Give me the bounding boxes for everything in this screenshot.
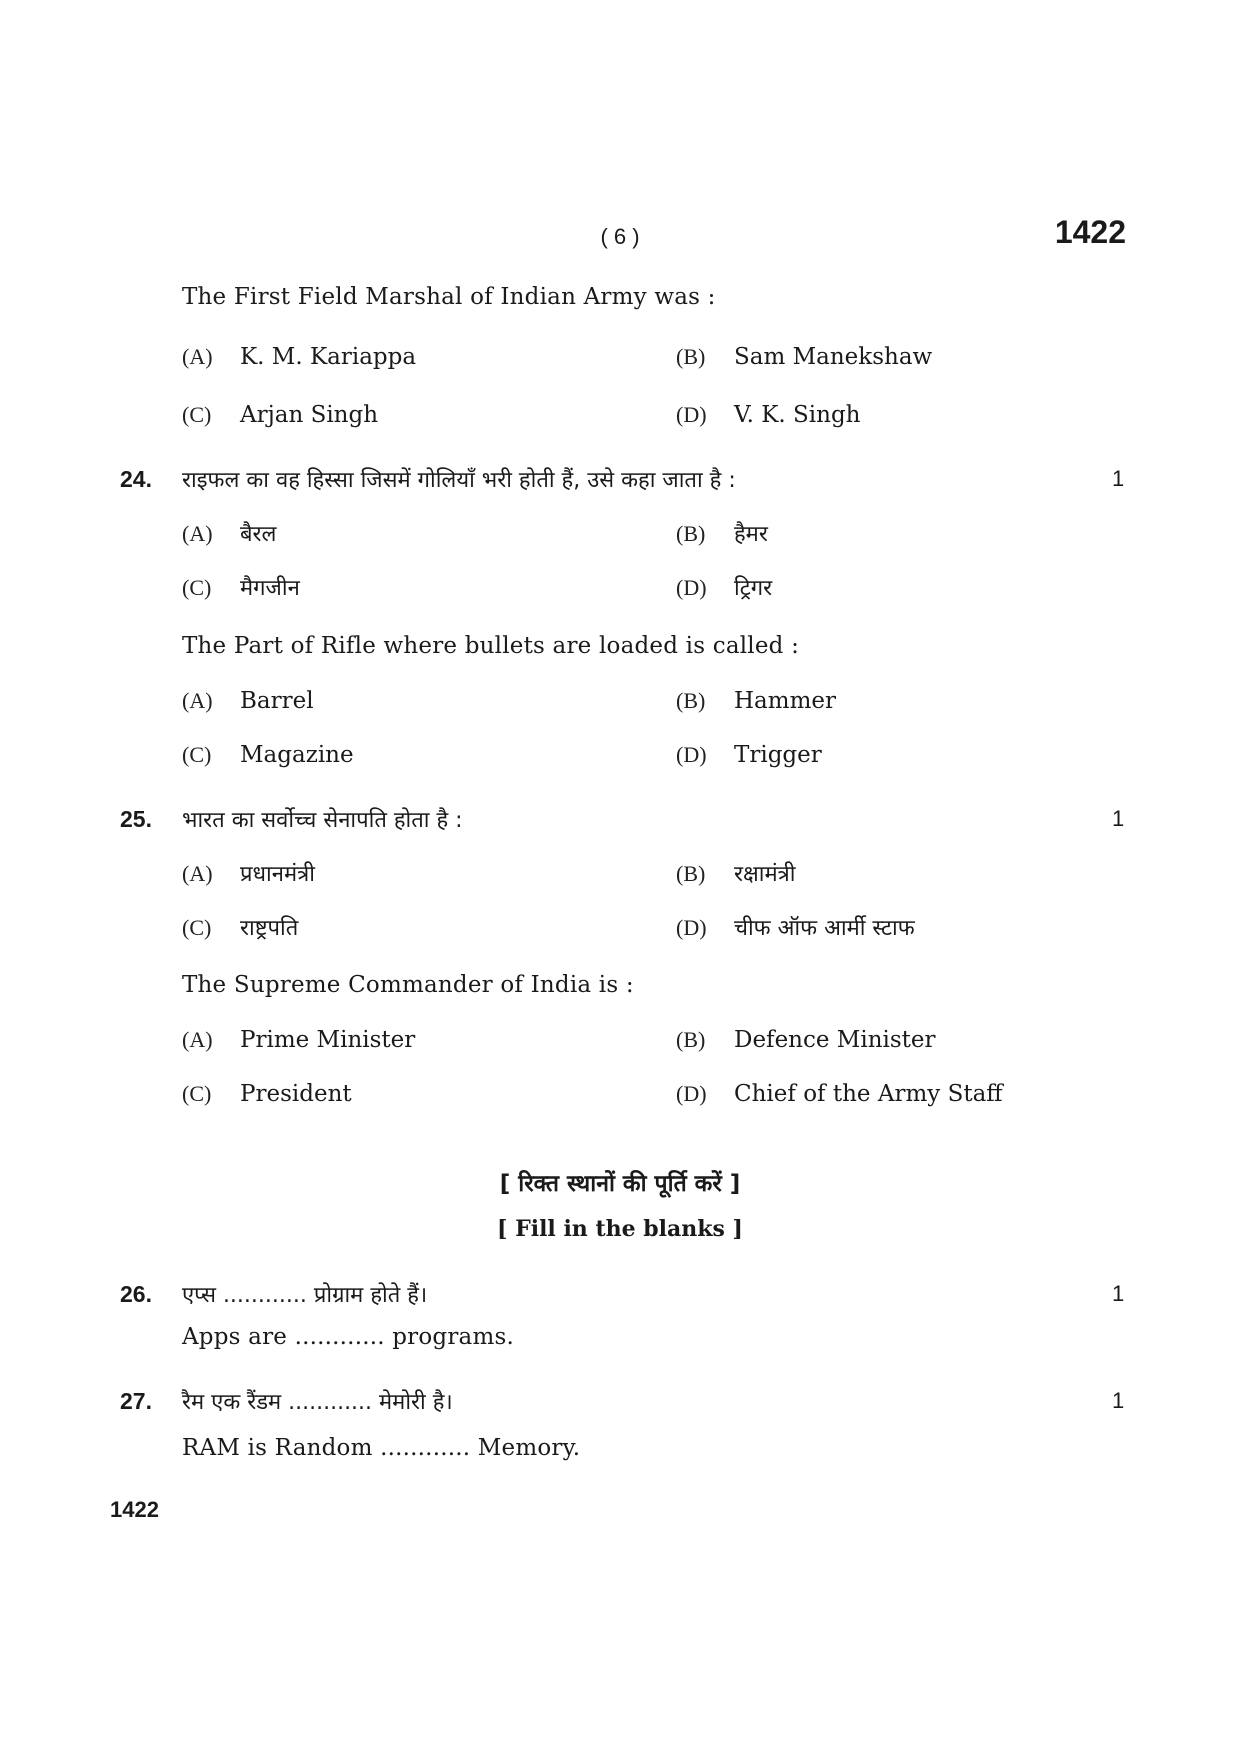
q25-option-c-en (182, 1081, 352, 1107)
section-heading-hi: [ रिक्त स्थानों की पूर्ति करें ] (499, 1171, 741, 1197)
q25-option-a-en (182, 1027, 415, 1053)
q24-option-a-hi (182, 518, 276, 548)
option-letter: (B) (676, 688, 706, 713)
option-letter: (D) (676, 915, 707, 940)
q27-question-hi: रैम एक रैंडम ............ मेमोरी है। (182, 1390, 453, 1415)
q24-option-a-en (182, 688, 314, 714)
option-text: Trigger (734, 742, 822, 768)
option-letter: (B) (676, 861, 706, 886)
option-text: Sam Manekshaw (734, 344, 933, 370)
option-text: चीफ ऑफ आर्मी स्टाफ (734, 916, 915, 941)
q24-marks: 1 (1112, 466, 1125, 491)
option-text: President (240, 1081, 352, 1107)
q26-marks: 1 (1112, 1281, 1125, 1306)
option-text: Hammer (734, 688, 836, 714)
option-text: Chief of the Army Staff (734, 1081, 1003, 1107)
option-text: Barrel (240, 688, 314, 714)
q27-question-en: RAM is Random ............ Memory. (182, 1435, 581, 1461)
q25-option-c-hi (182, 912, 298, 942)
q24-question-hi: राइफल का वह हिस्सा जिसमें गोलियाँ भरी होती हैं, उसे कहा जाता है : (182, 468, 736, 493)
option-text: K. M. Kariappa (240, 344, 417, 370)
q24-option-b-en (676, 688, 836, 714)
option-letter: (D) (676, 1081, 707, 1106)
q26-number: 26. (120, 1281, 152, 1307)
option-text: Magazine (240, 742, 354, 768)
option-text: V. K. Singh (734, 402, 861, 428)
q23-option-b (676, 344, 932, 370)
q25-question-hi: भारत का सर्वोच्च सेनापति होता है : (182, 808, 463, 833)
option-letter: (C) (182, 402, 212, 427)
q24-question-en: The Part of Rifle where bullets are loaded is called : (182, 633, 800, 659)
q25-option-d-hi (676, 912, 915, 942)
option-letter: (C) (182, 742, 212, 767)
q24-option-c-hi (182, 572, 300, 602)
option-letter: (B) (676, 1027, 706, 1052)
q25-option-a-hi (182, 858, 315, 888)
option-letter: (A) (182, 521, 213, 546)
paper-code-header: 1422 (1054, 214, 1126, 250)
q23-option-d (676, 402, 860, 428)
q24-option-c-en (182, 742, 354, 768)
option-text: मैगजीन (240, 576, 300, 601)
option-text: राष्ट्रपति (240, 916, 299, 941)
option-letter: (D) (676, 742, 707, 767)
q23-option-a (182, 344, 416, 370)
option-letter: (D) (676, 575, 707, 600)
option-text: हैमर (734, 522, 768, 547)
q27-number: 27. (120, 1388, 152, 1414)
option-letter: (C) (182, 575, 212, 600)
q26-question-hi: एप्स ............ प्रोग्राम होते हैं। (182, 1283, 428, 1308)
q25-option-b-hi (676, 858, 795, 888)
option-letter: (D) (676, 402, 707, 427)
option-text: Defence Minister (734, 1027, 936, 1053)
option-text: प्रधानमंत्री (240, 862, 315, 887)
q24-number: 24. (120, 466, 152, 492)
q25-question-en: The Supreme Commander of India is : (182, 972, 634, 998)
option-letter: (B) (676, 521, 706, 546)
option-letter: (A) (182, 688, 213, 713)
q27-marks: 1 (1112, 1388, 1125, 1413)
option-text: Prime Minister (240, 1027, 416, 1053)
page-number: ( 6 ) (600, 224, 640, 249)
option-letter: (A) (182, 861, 213, 886)
option-text: Arjan Singh (240, 402, 379, 428)
q24-option-d-en (676, 742, 822, 768)
option-text: ट्रिगर (734, 576, 773, 601)
option-text: बैरल (240, 522, 277, 547)
q25-marks: 1 (1112, 806, 1125, 831)
q25-option-d-en (676, 1081, 1003, 1107)
section-heading-en: [ Fill in the blanks ] (497, 1216, 743, 1242)
q25-number: 25. (120, 806, 152, 832)
q24-option-b-hi (676, 518, 768, 548)
option-letter: (C) (182, 915, 212, 940)
q26-question-en: Apps are ............ programs. (182, 1324, 514, 1350)
q23-question-en: The First Field Marshal of Indian Army was : (182, 284, 716, 310)
q23-option-c (182, 402, 378, 428)
option-letter: (B) (676, 344, 706, 369)
option-letter: (C) (182, 1081, 212, 1106)
q25-option-b-en (676, 1027, 936, 1053)
option-letter: (A) (182, 344, 213, 369)
q24-option-d-hi (676, 572, 772, 602)
option-text: रक्षामंत्री (734, 862, 796, 887)
paper-code-footer: 1422 (110, 1497, 159, 1522)
option-letter: (A) (182, 1027, 213, 1052)
